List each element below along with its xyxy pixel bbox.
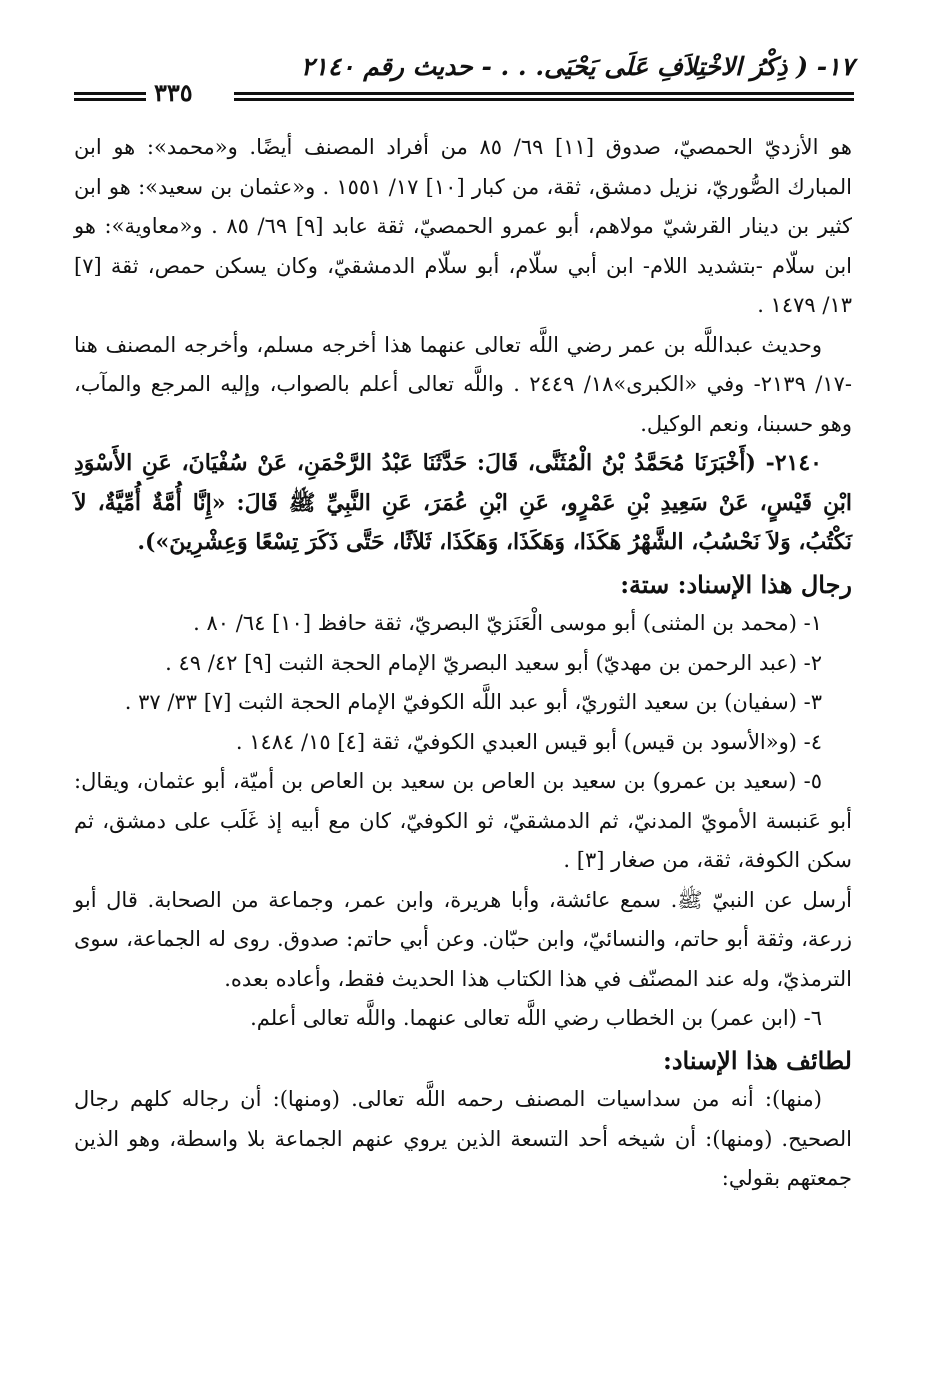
page-number: ٣٣٥ — [146, 78, 201, 107]
narrator-item-3: ٣- (سفيان) بن سعيد الثوريّ، أبو عبد اللَّه الكوفيّ الإمام الحجة الثبت [٧] ٣٣/ ٣٧ . — [124, 690, 822, 714]
header-rule-right — [234, 92, 854, 101]
narrator-item-1: ١- (محمد بن المثنى) أبو موسى الْعَنَزيّ البصريّ، ثقة حافظ [١٠] ٦٤/ ٨٠ . — [193, 611, 822, 635]
running-title: ١٧- ( ذِكْرُ الاخْتِلاَفِ عَلَى يَحْيَى. . . - حديث رقم ٢١٤٠ — [300, 52, 854, 81]
hadith-text: ٢١٤٠- (أَخْبَرَنَا مُحَمَّدُ بْنُ الْمُثَنَّى، قَالَ: حَدَّثَنَا عَبْدُ الرَّحْمَنِ، عَنْ سُفْيَانَ، عَنِ الأَسْوَدِ ابْنِ قَيْسٍ، عَنْ سَعِيدِ بْنِ عَمْرٍو، عَنِ ابْنِ عُمَرَ، عَنِ النَّبِيِّ ﷺ قَالَ: «إِنَّا أُمَّةٌ أُمِّيَّةٌ، لاَ نَكْتُبُ، وَلاَ نَحْسُبُ، الشَّهْرُ هَكَذَا، وَهَكَذَا، وَهَكَذَا، ثَلاَثًا، حَتَّى ذَكَرَ تِسْعًا وَعِشْرِينَ»). — [74, 450, 852, 555]
narrator-item-2: ٢- (عبد الرحمن بن مهديّ) أبو سعيد البصريّ الإمام الحجة الثبت [٩] ٤٢/ ٤٩ . — [165, 650, 822, 675]
paragraph-narrators-continued: هو الأزديّ الحمصيّ، صدوق [١١] ٦٩/ ٨٥ من أفراد المصنف أيضًا. و«محمد»: هو ابن المبارك الصُّوريّ، نزيل دمشق، ثقة، من كبار [١٠] ١٧/ ١٥٥١ . و«عثمان بن سعيد»: هو ابن كثير بن دينار القرشيّ مولاهم، أبو عمرو الحمصيّ، ثقة عابد [٩] ٦٩/ ٨٥ . و«معاوية»: هو ابن سلّام -بتشديد اللام- ابن أبي سلّام، أبو سلّام الدمشقيّ، وكان يسكن حمص، ثقة [٧] ١٣/ ١٤٧٩ . — [74, 135, 852, 317]
narrator-item-6: ٦- (ابن عمر) بن الخطاب رضي اللَّه تعالى عنهما. واللَّه تعالى أعلم. — [250, 1006, 822, 1030]
page-body — [74, 128, 852, 1199]
paragraph-narrator-5-details: أرسل عن النبيّ ﷺ. سمع عائشة، وأبا هريرة، وابن عمر، وجماعة من الصحابة. قال أبو زرعة، وثقة أبو حاتم، والنسائيّ، وابن حبّان. وعن أبي حاتم: صدوق. روى له الجماعة، سوى الترمذيّ، وله عند المصنّف في هذا الكتاب هذا الحديث فقط، وأعاده بعده. — [74, 887, 852, 991]
page-number-block — [74, 78, 234, 107]
narrator-item-5: ٥- (سعيد بن عمرو) بن سعيد بن العاص بن سعيد بن العاص بن أميّة، أبو عثمان، ويقال: أبو عَنبسة الأمويّ المدنيّ، ثم الدمشقيّ، ثو الكوفيّ، كان مع أبيه إذ غَلَب على دمشق، ثم سكن الكوفة، ثقة، من صغار [٣] . — [74, 769, 852, 872]
header-rule-left — [74, 92, 146, 101]
section-heading-narrators: رجال هذا الإسناد: ستة: — [620, 569, 852, 599]
paragraph-subtleties: (منها): أنه من سداسيات المصنف رحمه اللَّه تعالى. (ومنها): أن رجاله كلهم رجال الصحيح. (ومنها): أن شيخه أحد التسعة الذين يروي عنهم الجماعة بلا واسطة، وهو الذين جمعتهم بقولي: — [74, 1087, 852, 1190]
page-header — [74, 50, 854, 106]
narrator-item-4: ٤- (و«الأسود بن قيس) أبو قيس العبدي الكوفيّ، ثقة [٤] ١٥/ ١٤٨٤ . — [235, 729, 822, 754]
paragraph-takhrij: وحديث عبداللَّه بن عمر رضي اللَّه تعالى عنهما هذا أخرجه مسلم، وأخرجه المصنف هنا -١٧/ ٢١٣٩- وفي «الكبرى»١٨/ ٢٤٤٩ . واللَّه تعالى أعلم بالصواب، وإليه المرجع والمآب، وهو حسبنا، ونعم الوكيل. — [74, 332, 852, 436]
section-heading-subtleties: لطائف هذا الإسناد: — [662, 1045, 852, 1075]
